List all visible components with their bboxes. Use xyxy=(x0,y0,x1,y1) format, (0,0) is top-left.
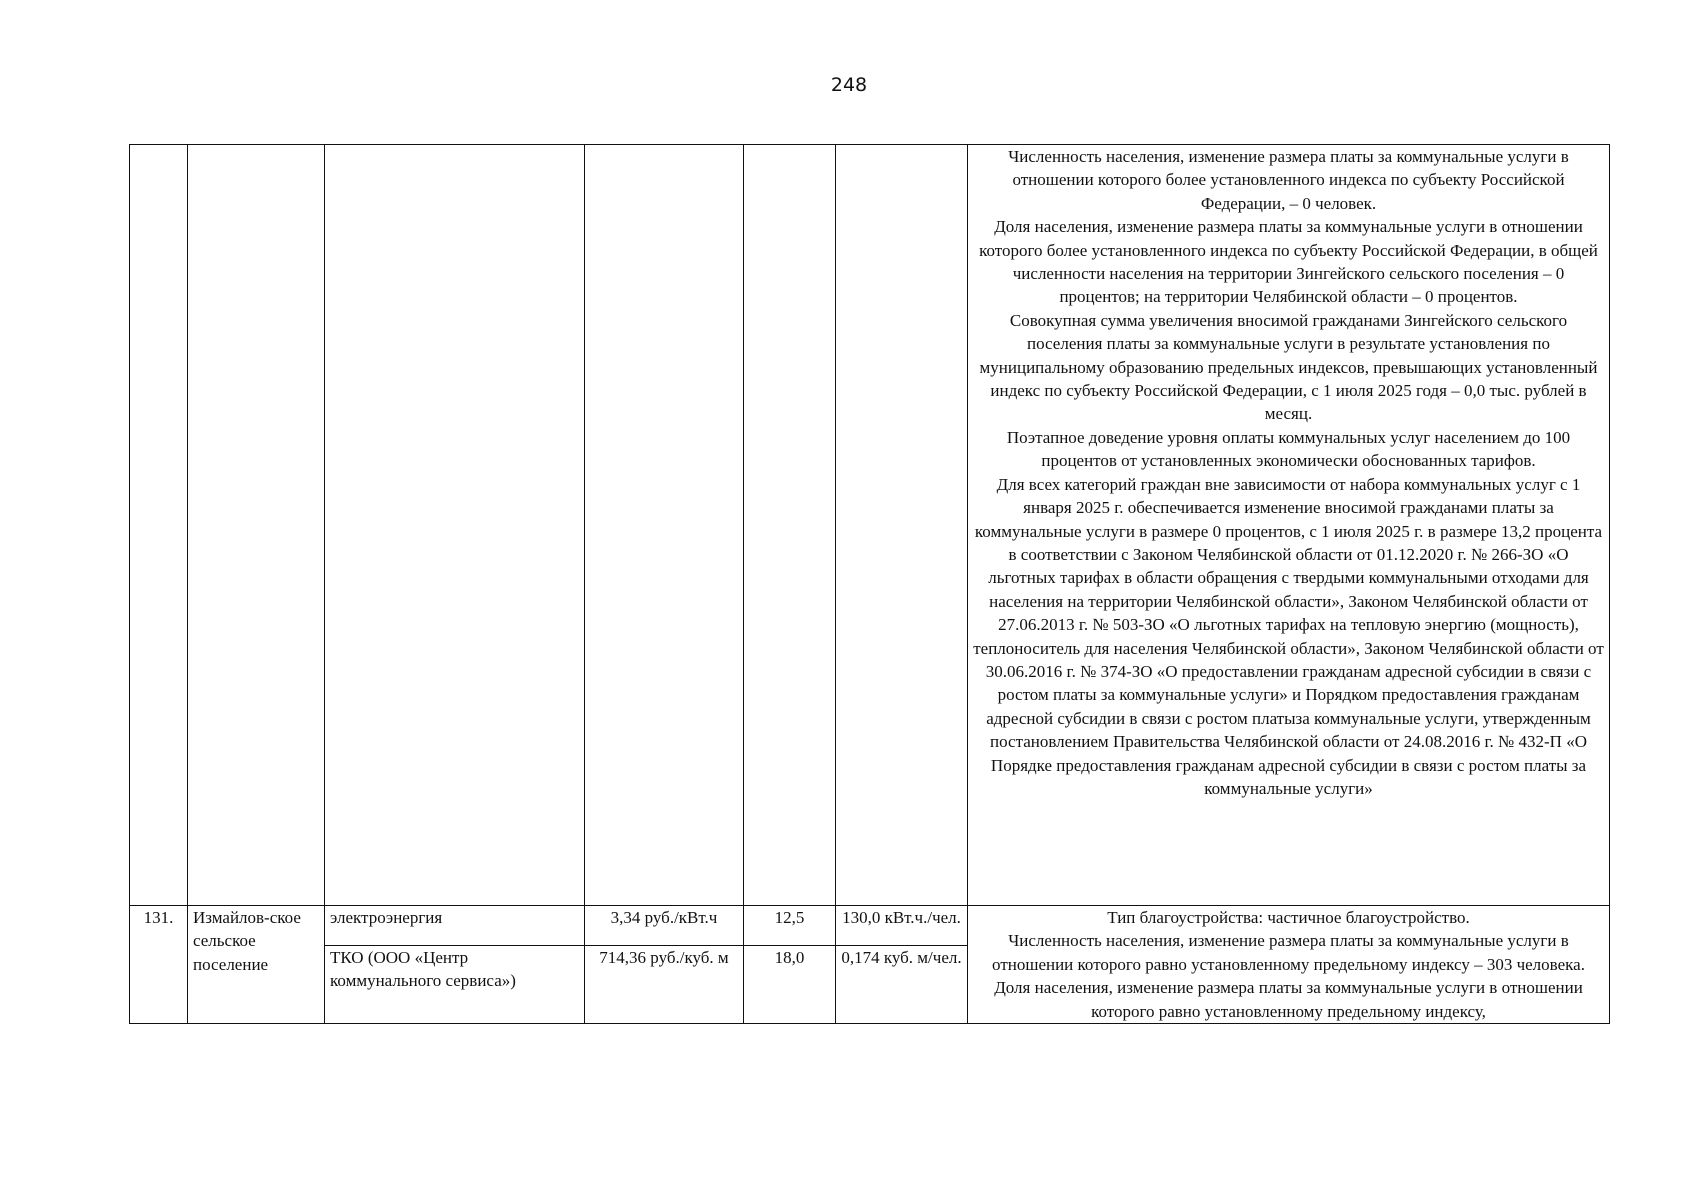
cont-index-cell xyxy=(744,145,836,906)
cont-num-cell xyxy=(130,145,188,906)
cont-tariff-cell xyxy=(585,145,744,906)
description-paragraph: Численность населения, изменение размера платы за коммунальные услуги в отношении которого более установленного индекса по субъекту Российской Федерации, – 0 человек. xyxy=(1008,147,1569,213)
entry-description-cell xyxy=(968,906,1610,1024)
tariff-table xyxy=(129,144,1610,1024)
cont-description-cell xyxy=(968,145,1610,906)
service-tariff: 3,34 руб./кВт.ч xyxy=(585,906,744,946)
description-paragraph: Совокупная сумма увеличения вносимой гражданами Зингейского сельского поселения платы за коммунальные услуги в результате установления по муниципальному образованию предельных индексов, превышающих установленный индекс по субъекту Российской Федерации, с 1 июля 2025 годя – 0,0 тыс. рублей в месяц. xyxy=(979,310,1598,424)
description-paragraph: Численность населения, изменение размера платы за коммунальные услуги в отношении которого равно установленному предельному индексу – 303 человека. xyxy=(992,931,1585,974)
entry-municipality: Измайлов-ское сельское поселение xyxy=(188,906,325,1024)
description-paragraph: Доля населения, изменение размера платы за коммунальные услуги в отношении которого более установленного индекса по субъекту Российской Федерации, в общей численности населения на территории Зингейского сельского поселения – 0 процентов; на территории Челябинской области – 0 процентов. xyxy=(979,217,1598,307)
service-name: ТКО (ООО «Центр коммунального сервиса») xyxy=(325,945,585,1023)
service-norm: 130,0 кВт.ч./чел. xyxy=(836,906,968,946)
page-number: 248 xyxy=(830,74,868,96)
entry-number: 131. xyxy=(130,906,188,1024)
continuation-row xyxy=(130,145,1610,906)
description-paragraph: Поэтапное доведение уровня оплаты коммунальных услуг населением до 100 процентов от установленных экономически обоснованных тарифов. xyxy=(1006,427,1571,471)
service-norm: 0,174 куб. м/чел. xyxy=(836,945,968,1023)
cont-norm-cell xyxy=(836,145,968,906)
description-paragraph: Доля населения, изменение размера платы за коммунальные услуги в отношении которого равно установленному предельному индексу, xyxy=(994,978,1583,1021)
cont-municipality-cell xyxy=(188,145,325,906)
cont-service-cell xyxy=(325,145,585,906)
description-paragraph: Для всех категорий граждан вне зависимости от набора коммунальных услуг с 1 января 2025 г. обеспечивается изменение вносимой гражданами платы за коммунальные услуги в размере 0 процентов, с 1 июля 2025 г. в размере 13,2 процента в соответствии с Законом Челябинской области от 01.12.2020 г. № 266-ЗО «О льготных тарифах в области обращения с твердыми коммунальными отходами для населения на территории Челябинской области», Законом Челябинской области от 27.06.2013 г. № 503-ЗО «О льготных тарифах на тепловую энергию (мощность), теплоноситель для населения Челябинской области», Законом Челябинской области от 30.06.2016 г. № 374-ЗО «О предоставлении гражданам адресной субсидии в связи с ростом платы за коммунальные услуги» и Порядком предоставления гражданам адресной субсидии в связи с ростом платыза коммунальные услуги, утвержденным постановлением Правительства Челябинской области от 24.08.2016 г. № 432-П «О Порядке предоставления гражданам адресной субсидии в связи с ростом платы за коммунальные услуги» xyxy=(973,474,1604,798)
service-index: 12,5 xyxy=(744,906,836,946)
description-paragraph: Тип благоустройства: частичное благоустройство. xyxy=(1107,908,1470,927)
service-index: 18,0 xyxy=(744,945,836,1023)
service-tariff: 714,36 руб./куб. м xyxy=(585,945,744,1023)
service-name: электроэнергия xyxy=(325,906,585,946)
entry-row-131 xyxy=(130,906,1610,946)
